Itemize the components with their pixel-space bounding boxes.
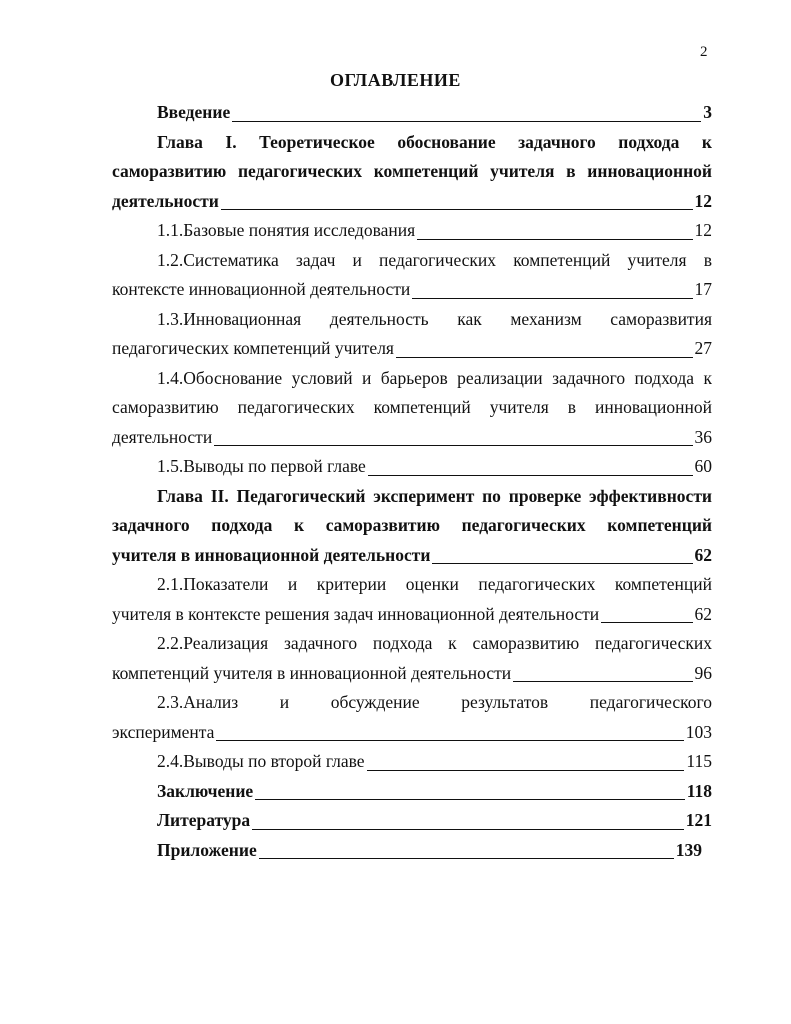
toc-page: 27 bbox=[694, 338, 712, 358]
toc-label-line: деятельности bbox=[112, 190, 219, 211]
toc-label: Заключение bbox=[157, 780, 254, 801]
toc-entry-1-2[interactable] bbox=[112, 246, 712, 305]
dot-leader bbox=[232, 121, 701, 122]
table-of-contents bbox=[112, 98, 712, 865]
dot-leader bbox=[417, 239, 692, 240]
page-title: ОГЛАВЛЕНИЕ bbox=[330, 70, 461, 90]
page-number: 2 bbox=[700, 44, 708, 60]
toc-page: 103 bbox=[685, 721, 712, 742]
toc-label-line: эксперимента bbox=[112, 721, 215, 742]
toc-page: 96 bbox=[694, 662, 712, 683]
toc-page: 121 bbox=[685, 810, 712, 830]
toc-label-line: 1.3.Инновационная деятельность как механизм саморазвития bbox=[157, 308, 712, 329]
dot-leader bbox=[214, 445, 692, 446]
toc-page: 62 bbox=[694, 544, 712, 565]
toc-label-line: учителя в инновационной деятельности bbox=[112, 544, 431, 565]
toc-entry-1-5[interactable] bbox=[112, 452, 712, 482]
toc-label-line: саморазвитию педагогических компетенций учителя в инновационной bbox=[112, 161, 712, 181]
toc-label-line: 1.2.Систематика задач и педагогических компетенций учителя в bbox=[157, 249, 712, 270]
toc-page: 115 bbox=[686, 751, 712, 771]
dot-leader bbox=[432, 563, 692, 564]
toc-entry-chapter-1[interactable] bbox=[112, 128, 712, 217]
toc-entry-1-4[interactable] bbox=[112, 364, 712, 453]
toc-page: 60 bbox=[694, 456, 712, 476]
dot-leader bbox=[412, 298, 692, 299]
toc-label: Введение bbox=[157, 102, 231, 122]
dot-leader bbox=[216, 740, 683, 741]
toc-entry-2-2[interactable] bbox=[112, 629, 712, 688]
toc-page: 17 bbox=[694, 279, 712, 299]
toc-label: 1.1.Базовые понятия исследования bbox=[157, 220, 416, 240]
dot-leader bbox=[252, 829, 684, 830]
toc-entry-appendix[interactable] bbox=[112, 836, 712, 866]
toc-label-line: саморазвитию педагогических компетенций учителя в инновационной bbox=[112, 397, 712, 417]
toc-label-line: 2.3.Анализ и обсуждение результатов педагогического bbox=[157, 692, 712, 712]
toc-label-line: компетенций учителя в инновационной деятельности bbox=[112, 662, 512, 683]
dot-leader bbox=[368, 475, 693, 476]
toc-label-line: Глава I. Теоретическое обоснование задачного подхода к bbox=[157, 131, 712, 152]
toc-label: 2.4.Выводы по второй главе bbox=[157, 751, 365, 771]
dot-leader bbox=[513, 681, 692, 682]
toc-entry-literature[interactable] bbox=[112, 806, 712, 836]
toc-entry-conclusion[interactable] bbox=[112, 777, 712, 807]
toc-label: Приложение bbox=[157, 839, 257, 860]
toc-label-line: деятельности bbox=[112, 426, 213, 447]
toc-entry-2-3[interactable] bbox=[112, 688, 712, 747]
toc-page: 12 bbox=[694, 190, 712, 211]
toc-entry-2-4[interactable] bbox=[112, 747, 712, 777]
toc-entry-1-1[interactable] bbox=[112, 216, 712, 246]
dot-leader bbox=[396, 357, 693, 358]
toc-label-line: 2.1.Показатели и критерии оценки педагогических компетенций bbox=[157, 574, 712, 594]
toc-page: 12 bbox=[694, 220, 712, 240]
dot-leader bbox=[259, 858, 674, 859]
toc-label-line: 1.4.Обоснование условий и барьеров реализации задачного подхода к bbox=[157, 367, 712, 388]
toc-page: 139 bbox=[675, 839, 702, 860]
toc-label-line: Глава II. Педагогический эксперимент по проверке эффективности bbox=[157, 485, 712, 506]
dot-leader bbox=[367, 770, 685, 771]
toc-entry-2-1[interactable] bbox=[112, 570, 712, 629]
toc-label-line: учителя в контексте решения задач инновационной деятельности bbox=[112, 603, 600, 624]
toc-entry-chapter-2[interactable] bbox=[112, 482, 712, 571]
toc-page: 118 bbox=[686, 780, 712, 801]
toc-entry-intro[interactable] bbox=[112, 98, 712, 128]
toc-page: 3 bbox=[703, 102, 712, 122]
toc-label-line: 2.2.Реализация задачного подхода к саморазвитию педагогических bbox=[157, 633, 712, 653]
toc-page: 36 bbox=[694, 426, 712, 447]
toc-entry-1-3[interactable] bbox=[112, 305, 712, 364]
toc-label: 1.5.Выводы по первой главе bbox=[157, 456, 366, 476]
toc-label-line: контексте инновационной деятельности bbox=[112, 279, 411, 299]
dot-leader bbox=[601, 622, 692, 623]
toc-page: 62 bbox=[694, 603, 712, 624]
toc-label-line: педагогических компетенций учителя bbox=[112, 338, 394, 358]
dot-leader bbox=[255, 799, 685, 800]
toc-label: Литература bbox=[157, 810, 251, 830]
toc-label-line: задачного подхода к саморазвитию педагогических компетенций bbox=[112, 515, 712, 535]
dot-leader bbox=[221, 209, 693, 210]
